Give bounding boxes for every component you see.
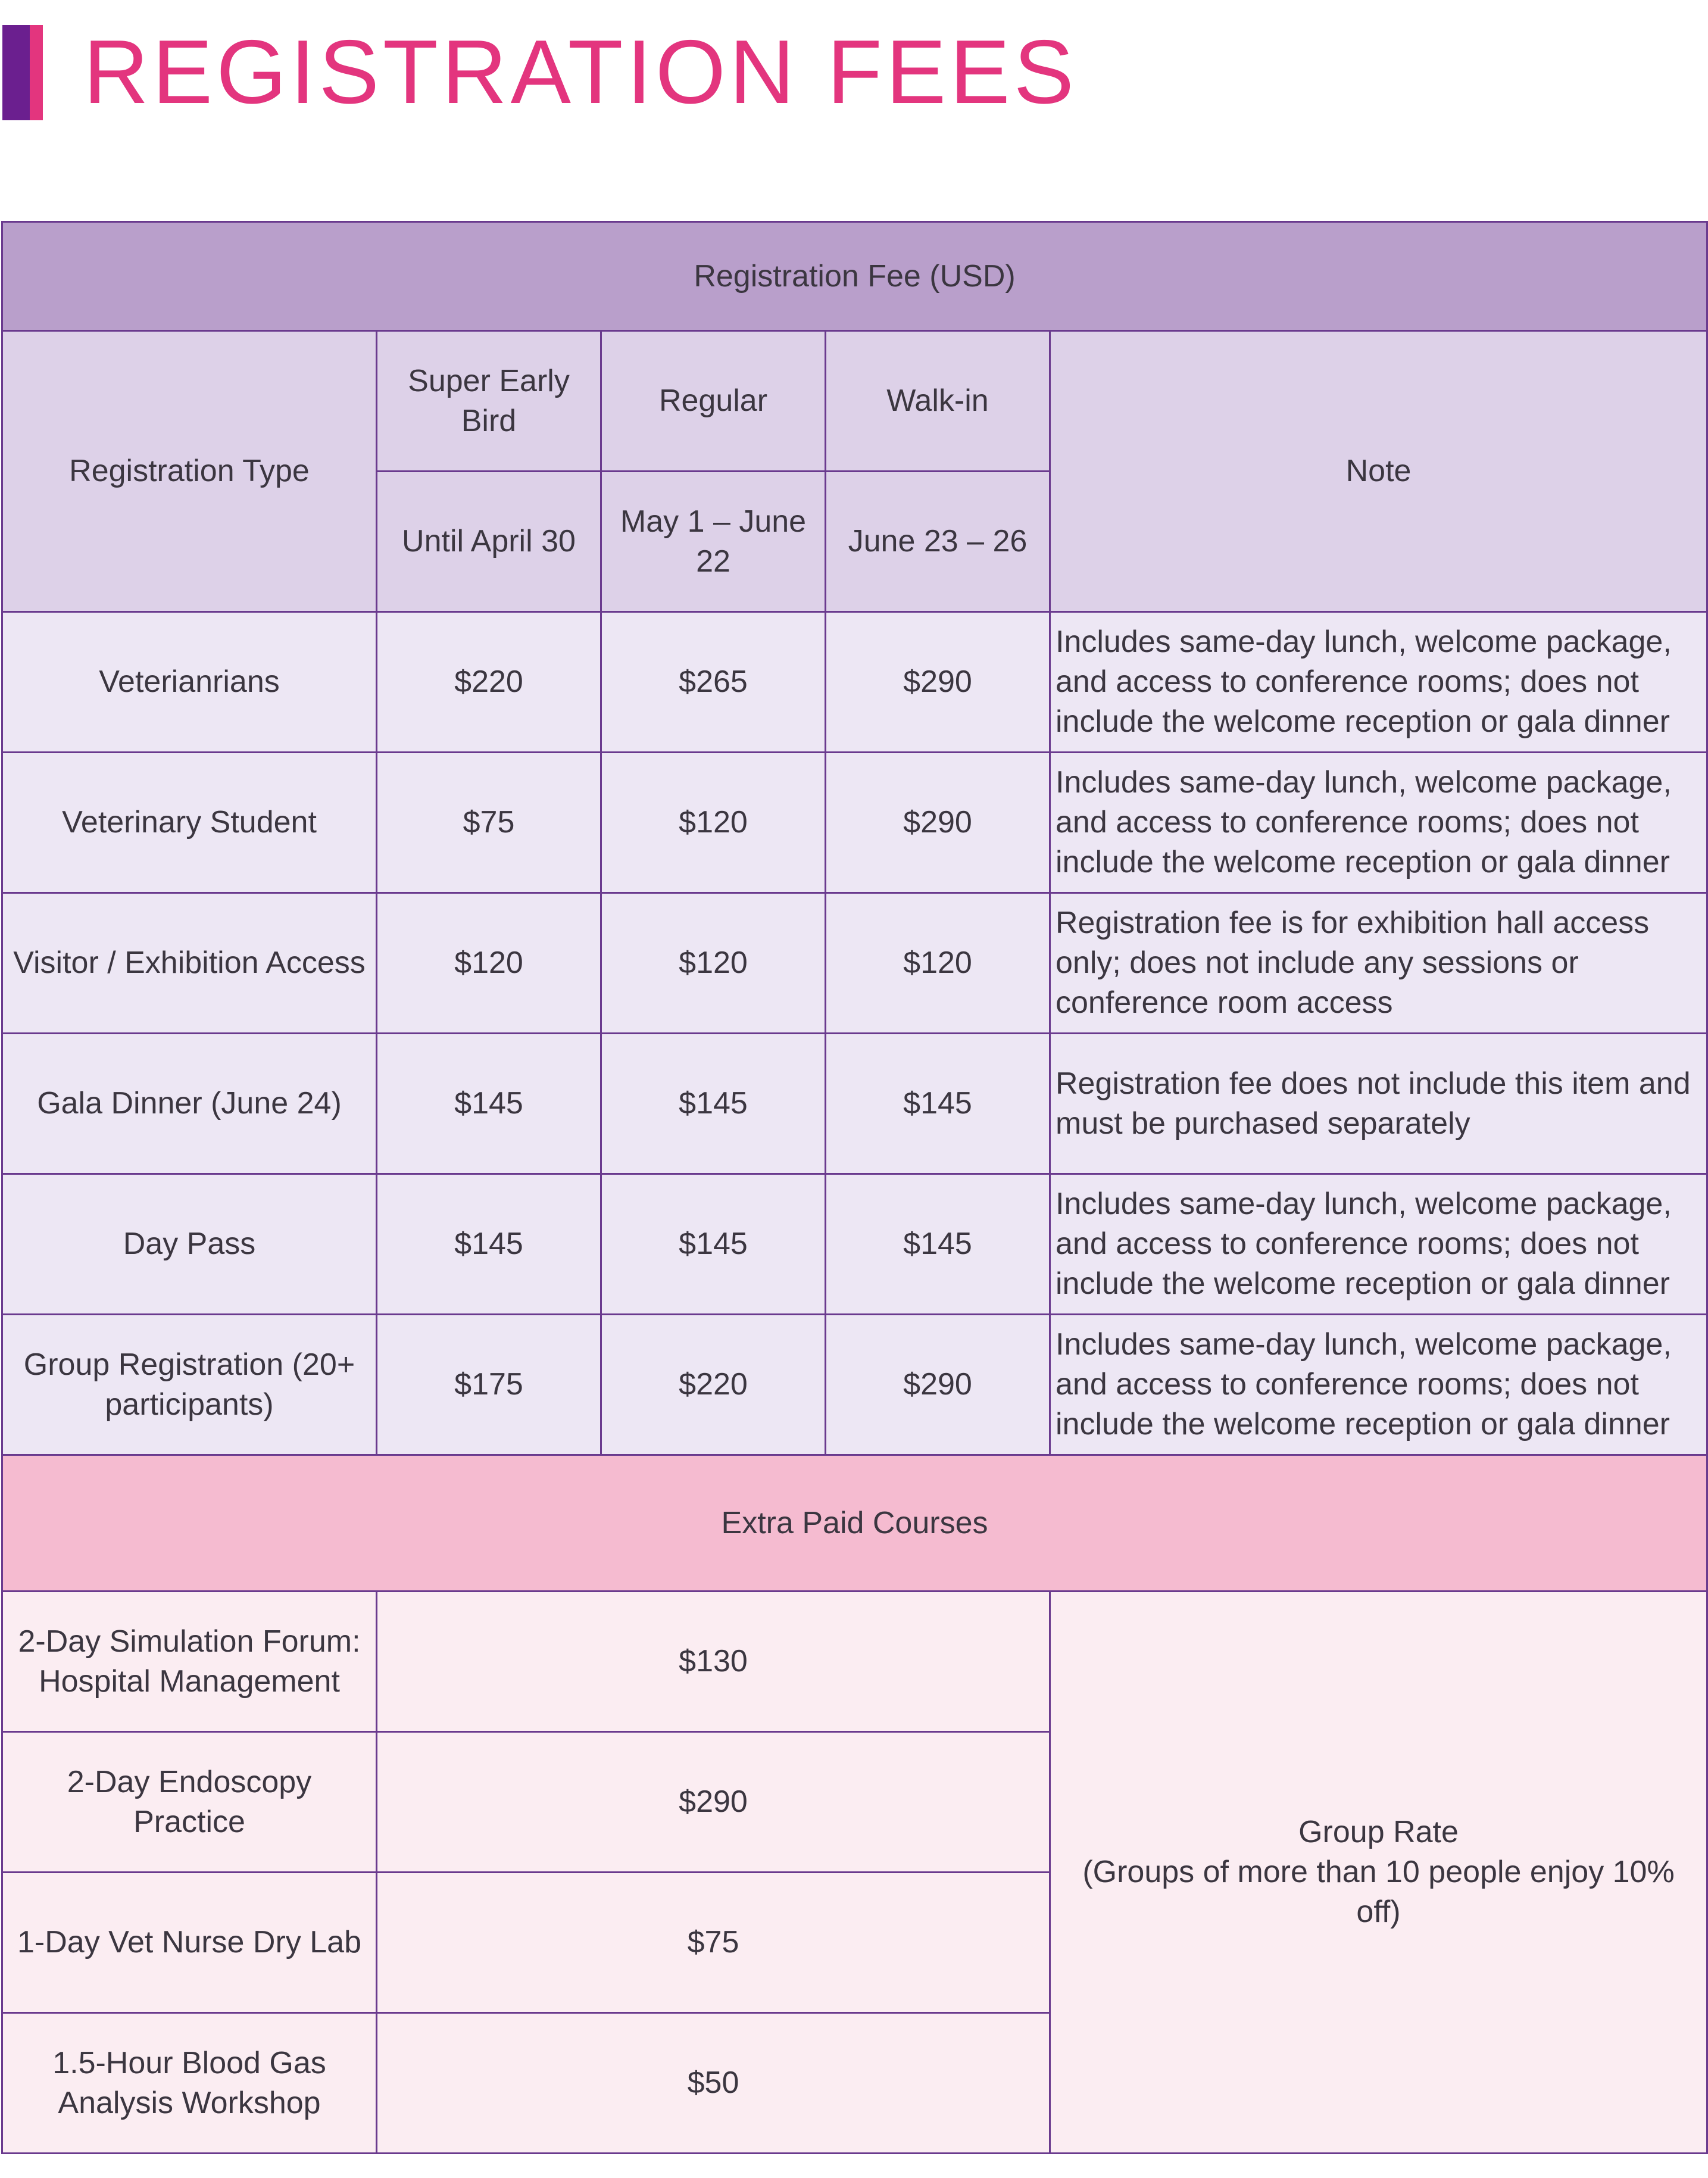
price-walk-in-cell: $120 xyxy=(826,893,1050,1034)
period-name-row xyxy=(2,331,1707,472)
extra-courses-heading: Extra Paid Courses xyxy=(2,1455,1707,1592)
table-row xyxy=(2,612,1707,753)
table-row xyxy=(2,1034,1707,1174)
period-dates-walk-in: June 23 – 26 xyxy=(826,472,1050,612)
note-cell: Includes same-day lunch, welcome package, and access to conference rooms; does not include the welcome reception or gala dinner xyxy=(1050,1174,1707,1315)
fee-table-heading: Registration Fee (USD) xyxy=(2,222,1707,331)
registration-type-cell: Gala Dinner (June 24) xyxy=(2,1034,377,1174)
table-row xyxy=(2,893,1707,1034)
price-super-early-cell: $120 xyxy=(377,893,601,1034)
course-name-cell: 2-Day Simulation Forum: Hospital Management xyxy=(2,1592,377,1732)
registration-type-cell: Veterianrians xyxy=(2,612,377,753)
col-header-regular: Regular xyxy=(601,331,826,472)
registration-type-cell: Group Registration (20+ participants) xyxy=(2,1315,377,1455)
price-walk-in-cell: $290 xyxy=(826,612,1050,753)
price-regular-cell: $145 xyxy=(601,1034,826,1174)
period-dates-regular: May 1 – June 22 xyxy=(601,472,826,612)
table-row xyxy=(2,1315,1707,1455)
page-title: REGISTRATION FEES xyxy=(83,21,1078,123)
title-accent-bar-purple xyxy=(2,25,30,120)
col-header-super-early-bird: Super Early Bird xyxy=(377,331,601,472)
registration-fee-table xyxy=(1,221,1708,2154)
price-regular-cell: $145 xyxy=(601,1174,826,1315)
price-walk-in-cell: $145 xyxy=(826,1174,1050,1315)
extra-courses-heading-row xyxy=(2,1455,1707,1592)
table-row xyxy=(2,1592,1707,1732)
price-regular-cell: $120 xyxy=(601,893,826,1034)
price-super-early-cell: $175 xyxy=(377,1315,601,1455)
price-regular-cell: $265 xyxy=(601,612,826,753)
price-regular-cell: $120 xyxy=(601,753,826,893)
course-price-cell: $50 xyxy=(377,2013,1050,2154)
course-price-cell: $75 xyxy=(377,1873,1050,2013)
period-dates-super-early-bird: Until April 30 xyxy=(377,472,601,612)
table-heading-row xyxy=(2,222,1707,331)
note-cell: Includes same-day lunch, welcome package, and access to conference rooms; does not include the welcome reception or gala dinner xyxy=(1050,753,1707,893)
price-super-early-cell: $145 xyxy=(377,1174,601,1315)
registration-type-cell: Day Pass xyxy=(2,1174,377,1315)
note-cell: Registration fee does not include this item and must be purchased separately xyxy=(1050,1034,1707,1174)
course-name-cell: 1.5-Hour Blood Gas Analysis Workshop xyxy=(2,2013,377,2154)
group-rate-label: Group Rate xyxy=(1298,1815,1459,1849)
price-super-early-cell: $75 xyxy=(377,753,601,893)
price-regular-cell: $220 xyxy=(601,1315,826,1455)
course-name-cell: 2-Day Endoscopy Practice xyxy=(2,1732,377,1873)
course-name-cell: 1-Day Vet Nurse Dry Lab xyxy=(2,1873,377,2013)
title-accent-bar-pink xyxy=(30,25,43,120)
col-header-registration-type: Registration Type xyxy=(2,331,377,612)
course-price-cell: $290 xyxy=(377,1732,1050,1873)
table-row xyxy=(2,1174,1707,1315)
price-walk-in-cell: $290 xyxy=(826,1315,1050,1455)
col-header-walk-in: Walk-in xyxy=(826,331,1050,472)
group-rate-detail: (Groups of more than 10 people enjoy 10% off) xyxy=(1082,1855,1675,1929)
price-super-early-cell: $145 xyxy=(377,1034,601,1174)
table-row xyxy=(2,753,1707,893)
registration-type-cell: Visitor / Exhibition Access xyxy=(2,893,377,1034)
group-rate-note xyxy=(1050,1592,1707,2154)
price-walk-in-cell: $145 xyxy=(826,1034,1050,1174)
price-walk-in-cell: $290 xyxy=(826,753,1050,893)
price-super-early-cell: $220 xyxy=(377,612,601,753)
note-cell: Registration fee is for exhibition hall access only; does not include any sessions or conference room access xyxy=(1050,893,1707,1034)
note-cell: Includes same-day lunch, welcome package, and access to conference rooms; does not include the welcome reception or gala dinner xyxy=(1050,1315,1707,1455)
course-price-cell: $130 xyxy=(377,1592,1050,1732)
note-cell: Includes same-day lunch, welcome package, and access to conference rooms; does not include the welcome reception or gala dinner xyxy=(1050,612,1707,753)
page-header xyxy=(0,0,1708,125)
col-header-note: Note xyxy=(1050,331,1707,612)
registration-type-cell: Veterinary Student xyxy=(2,753,377,893)
